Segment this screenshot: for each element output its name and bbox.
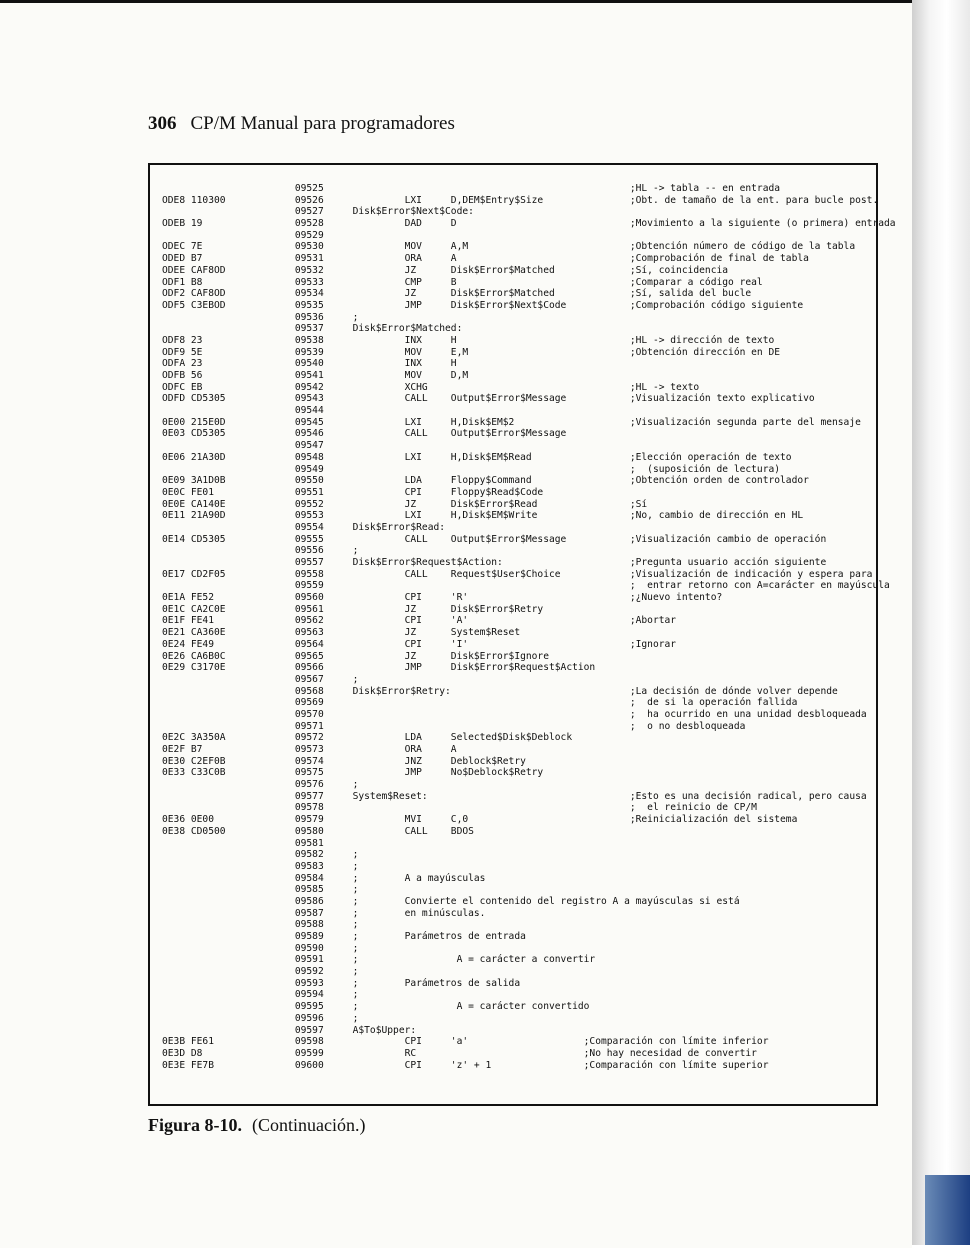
listing-frame [148,163,896,1106]
listing-line: 09597 A$To$Upper: [162,1024,417,1036]
listing-line: 0E24 FE49 09564 CPI 'I' ;Ignorar [162,638,677,650]
listing-line: 0E2F B7 09573 ORA A [162,744,457,755]
listing-line: 0E1C CA2C0E 09561 JZ Disk$Error$Retry [162,603,544,615]
listing-line: 0E06 21A30D 09548 LXI H,Disk$EM$Read ;Elección operación de texto [162,451,792,463]
listing-line: 09549 ; (suposición de lectura) [162,463,781,475]
listing-line: ODFB 56 09541 MOV D,M [162,370,469,381]
listing-line: 09576 ; [162,779,359,791]
listing-line: 0E3D D8 09599 RC ;No hay necesidad de convertir [162,1047,757,1059]
listing-line: ODFD CD5305 09543 CALL Output$Error$Message ;Visualización texto explicativo [162,393,815,405]
listing-line: 09571 ; o no desbloqueada [162,720,746,732]
listing-line: ODF2 CAF8OD 09534 JZ Disk$Error$Matched ;Sí, salida del bucle [162,288,752,300]
listing-line: 09570 ; ha ocurrido en una unidad desbloqueada [162,708,867,720]
listing-line: 09586 ; Convierte el contenido del registro A a mayúsculas si está [162,895,740,907]
listing-line: 09582 ; [162,849,359,861]
page-binding-edge [912,0,970,1245]
listing-line: 09595 ; A = carácter convertido [162,1001,590,1013]
listing-line: 0E0E CA140E 09552 JZ Disk$Error$Read ;Sí [162,498,648,510]
listing-line: 09583 ; [162,860,359,872]
listing-line: 09568 Disk$Error$Retry: ;La decisión de dónde volver depende [162,685,838,697]
code-listing [162,183,896,1071]
listing-line: 09559 ; entrar retorno con A=carácter en mayúscula [162,580,890,592]
listing-line: 0E26 CA6B0C 09565 JZ Disk$Error$Ignore [162,650,549,662]
listing-line: 09585 ; [162,884,359,896]
listing-line: ODEC 7E 09530 MOV A,M ;Obtención número de código de la tabla [162,241,856,253]
listing-line: 0E2C 3A350A 09572 LDA Selected$Disk$Deblock [162,732,573,744]
listing-line: 09544 [162,405,324,417]
listing-line: 09556 ; [162,545,359,557]
listing-line: 0E09 3A1D0B 09550 LDA Floppy$Command ;Obtención orden de controlador [162,475,809,487]
listing-line: 09527 Disk$Error$Next$Code: [162,206,474,218]
listing-line: ODF8 23 09538 INX H ;HL -> dirección de texto [162,334,775,346]
listing-line: 09591 ; A = carácter a convertir [162,954,596,966]
listing-line: 09596 ; [162,1012,359,1024]
page-header [148,113,455,135]
listing-line: 0E0C FE01 09551 CPI Floppy$Read$Code [162,486,544,498]
listing-line: 09547 [162,440,324,452]
listing-line: 0E11 21A90D 09553 LXI H,Disk$EM$Write ;No, cambio de dirección en HL [162,510,804,522]
listing-line: 09569 ; de si la operación fallida [162,697,798,709]
listing-line: 09529 [162,229,324,241]
listing-line: ODF1 B8 09533 CMP B ;Comparar a código real [162,276,763,288]
book-cover-edge [925,1175,970,1245]
listing-line: 09587 ; en minúsculas. [162,907,486,919]
listing-line: 0E33 C33C0B 09575 JMP No$Deblock$Retry [162,767,544,779]
listing-line: 0E00 215E0D 09545 LXI H,Disk$EM$2 ;Visualización segunda parte del mensaje [162,416,861,428]
listing-line: ODEB 19 09528 DAD D ;Movimiento a la siguiente (o primera) entrada [162,218,896,230]
listing-line: 0E1A FE52 09560 CPI 'R' ;¿Nuevo intento? [162,592,723,604]
listing-line: 0E29 C3170E 09566 JMP Disk$Error$Request$Action [162,662,596,674]
listing-line: 0E1F FE41 09562 CPI 'A' ;Abortar [162,615,677,627]
listing-line: 09557 Disk$Error$Request$Action: ;Pregunta usuario acción siguiente [162,557,827,568]
figure-label: Figura 8-10. [148,1115,242,1135]
listing-line: ODE8 110300 09526 LXI D,DEM$Entry$Size ;Obt. de tamaño de la ent. para bucle post. [162,194,879,206]
listing-line: 09584 ; A a mayúsculas [162,872,486,884]
listing-line: 0E14 CD5305 09555 CALL Output$Error$Message ;Visualización cambio de operación [162,533,827,545]
listing-line: 09577 System$Reset: ;Esto es una decisión radical, pero causa [162,790,867,802]
listing-line: 09581 [162,837,324,849]
listing-line: 0E36 0E00 09579 MVI C,0 ;Reinicialización del sistema [162,814,798,826]
listing-line: 09589 ; Parámetros de entrada [162,931,526,942]
listing-line: 09525 ;HL -> tabla -- en entrada [162,183,781,194]
figure-caption [148,1115,365,1136]
listing-line: ODF9 5E 09539 MOV E,M ;Obtención dirección en DE [162,346,781,358]
listing-line: ODFA 23 09540 INX H [162,358,457,370]
page-number: 306 [148,113,177,134]
listing-line: 09578 ; el reinicio de CP/M [162,802,757,814]
listing-line: 09592 ; [162,966,359,978]
listing-line: 09567 ; [162,673,359,685]
listing-line: 09536 ; [162,311,359,323]
figure-caption-text: (Continuación.) [252,1115,366,1135]
listing-line: 09588 ; [162,919,359,931]
listing-line: ODFC EB 09542 XCHG ;HL -> texto [162,381,700,393]
listing-line: 0E21 CA360E 09563 JZ System$Reset [162,627,521,639]
listing-line: 0E3B FE61 09598 CPI 'a' ;Comparación con límite inferior [162,1036,769,1048]
book-title: CP/M Manual para programadores [190,113,455,134]
listing-line: ODEE CAF8OD 09532 JZ Disk$Error$Matched ;Sí, coincidencia [162,264,729,276]
listing-line: 0E38 CD0500 09580 CALL BDOS [162,825,474,837]
listing-line: ODF5 C3EBOD 09535 JMP Disk$Error$Next$Code ;Comprobación código siguiente [162,299,804,311]
listing-line: 09594 ; [162,989,359,1001]
listing-line: 0E17 CD2F05 09558 CALL Request$User$Choice ;Visualización de indicación y espera para [162,568,873,580]
listing-line: 0E30 C2EF0B 09574 JNZ Deblock$Retry [162,755,526,767]
listing-line: 09554 Disk$Error$Read: [162,521,446,533]
listing-line: ODED B7 09531 ORA A ;Comprobación de final de tabla [162,253,809,265]
listing-line: 0E03 CD5305 09546 CALL Output$Error$Message [162,428,567,440]
listing-line: 09593 ; Parámetros de salida [162,977,521,989]
listing-line: 0E3E FE7B 09600 CPI 'z' + 1 ;Comparación con límite superior [162,1059,769,1071]
listing-line: 09537 Disk$Error$Matched: [162,323,463,335]
listing-line: 09590 ; [162,942,359,954]
